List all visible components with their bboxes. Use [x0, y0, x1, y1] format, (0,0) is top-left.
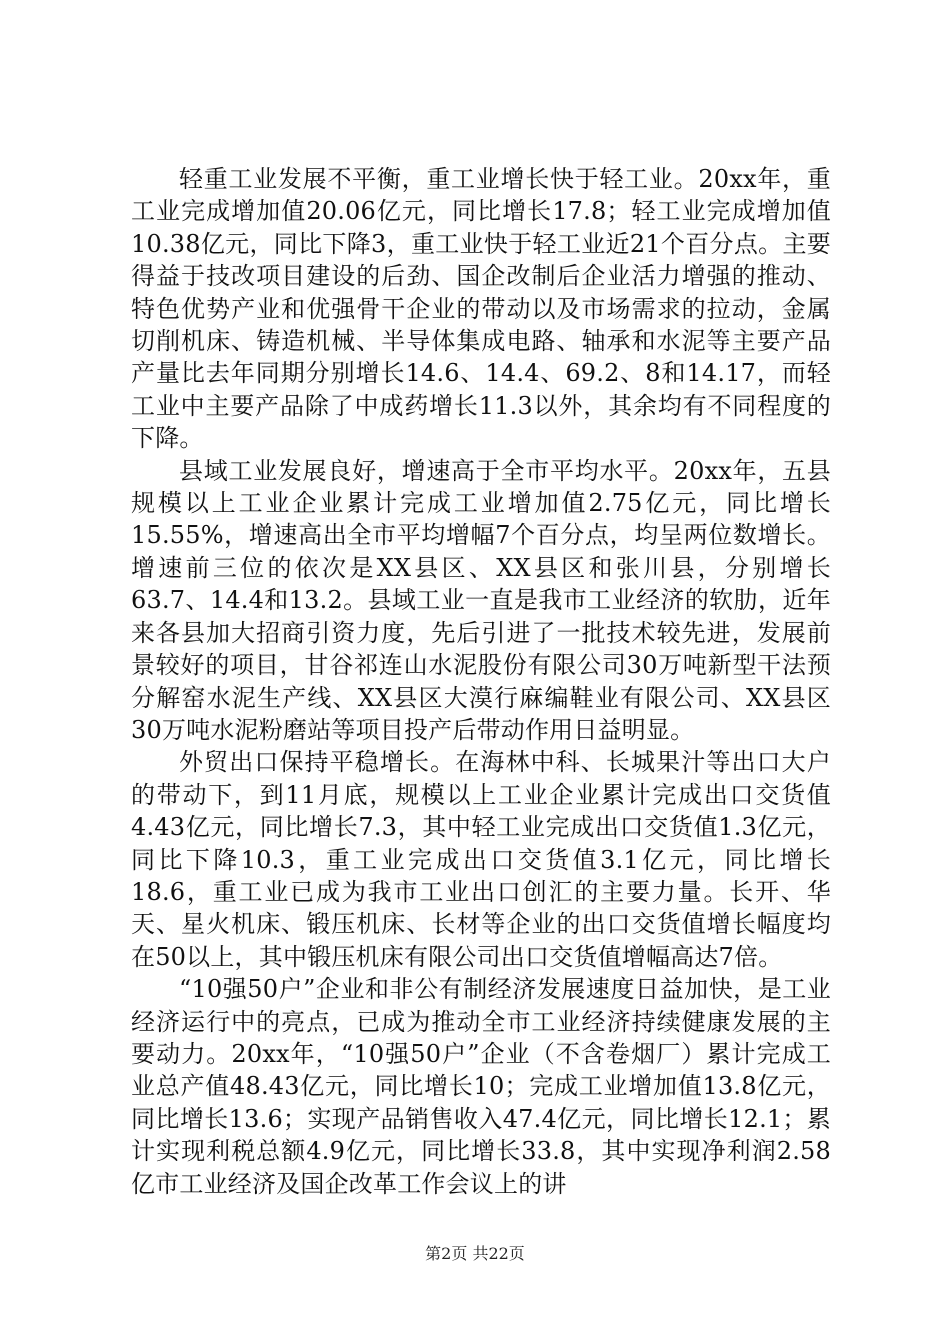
paragraph-foreign-trade: 外贸出口保持平稳增长。在海林中科、长城果汁等出口大户的带动下，到11月底，规模以上工业企业累计完成出口交货值4.43亿元，同比增长7.3，其中轻工业完成出口交货值1.3亿元，同比下降10.3，重工业完成出口交货值3.1亿元，同比增长18.6，重工业已成为我市工业出口创汇的主要力量。长开、华天、星火机床、锻压机床、长材等企业的出口交货值增长幅度均在50以上，其中锻压机床有限公司出口交货值增幅高达7倍。: [131, 748, 831, 971]
paragraph-heavy-light-industry: 轻重工业发展不平衡，重工业增长快于轻工业。20xx年，重工业完成增加值20.06亿元，同比增长17.8；轻工业完成增加值10.38亿元，同比下降3，重工业快于轻工业近21个百分点。主要得益于技改项目建设的后劲、国企改制后企业活力增强的推动、特色优势产业和优强骨干企业的带动以及市场需求的拉动，金属切削机床、铸造机械、半导体集成电路、轴承和水泥等主要产品产量比去年同期分别增长14.6、14.4、69.2、8和14.17，而轻工业中主要产品除了中成药增长11.3以外，其余均有不同程度的下降。: [131, 165, 831, 453]
paragraph-top-enterprises: “10强50户”企业和非公有制经济发展速度日益加快，是工业经济运行中的亮点，已成为推动全市工业经济持续健康发展的主要动力。20xx年，“10强50户”企业（不含卷烟厂）累计完成工业总产值48.43亿元，同比增长10；完成工业增加值13.8亿元，同比增长13.6；实现产品销售收入47.4亿元，同比增长12.1；累计实现利税总额4.9亿元，同比增长33.8，其中实现净利润2.58亿市工业经济及国企改革工作会议上的讲: [131, 975, 831, 1198]
page-number: 第2页 共22页: [425, 1244, 525, 1263]
document-body: [131, 163, 831, 1200]
page-footer: [0, 1244, 950, 1264]
paragraph-county-industry: 县域工业发展良好，增速高于全市平均水平。20xx年，五县规模以上工业企业累计完成工业增加值2.75亿元，同比增长15.55%，增速高出全市平均增幅7个百分点，均呈两位数增长。增速前三位的依次是XX县区、XX县区和张川县，分别增长63.7、14.4和13.2。县域工业一直是我市工业经济的软肋，近年来各县加大招商引资力度，先后引进了一批技术较先进，发展前景较好的项目，甘谷祁连山水泥股份有限公司30万吨新型干法预分解窑水泥生产线、XX县区大漠行麻编鞋业有限公司、XX县区30万吨水泥粉磨站等项目投产后带动作用日益明显。: [131, 456, 831, 744]
